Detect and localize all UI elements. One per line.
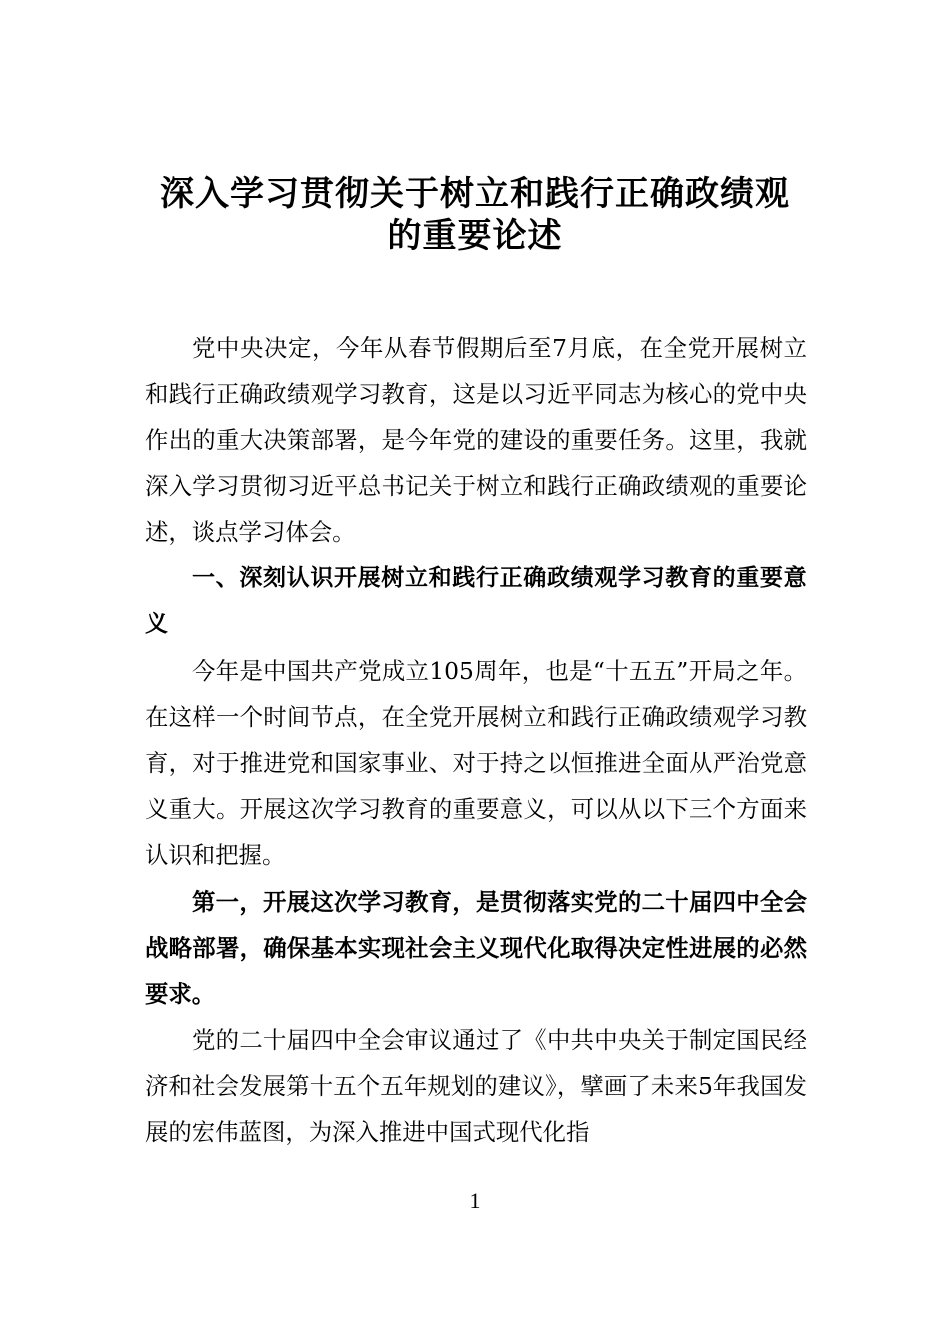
document-title-line-2: 的重要论述: [387, 216, 563, 256]
bold-paragraph: 第一，开展这次学习教育，是贯彻落实党的二十届四中全会战略部署，确保基本实现社会主义现代化取得决定性进展的必然要求。: [145, 888, 807, 1008]
document-title-line-1: 深入学习贯彻关于树立和践行正确政绩观: [160, 174, 790, 214]
intro-paragraph: 党中央决定，今年从春节假期后至7月底，在全党开展树立和践行正确政绩观学习教育，这是以习近平同志为核心的党中央作出的重大决策部署，是今年党的建设的重要任务。这里，我就深入学习贯彻习近平总书记关于树立和践行正确政绩观的重要论述，谈点学习体会。: [145, 334, 807, 546]
body-paragraph: 今年是中国共产党成立105周年，也是“十五五”开局之年。在这样一个时间节点，在全党开展树立和践行正确政绩观学习教育，对于推进党和国家事业、对于持之以恒推进全面从严治党意义重大。开展这次学习教育的重要意义，可以从以下三个方面来认识和把握。: [145, 657, 807, 869]
body-paragraph: 党的二十届四中全会审议通过了《中共中央关于制定国民经济和社会发展第十五个五年规划的建议》，擘画了未来5年我国发展的宏伟蓝图，为深入推进中国式现代化指: [145, 1026, 807, 1146]
page-number: 1: [469, 1188, 481, 1213]
section-heading: 一、深刻认识开展树立和践行正确政绩观学习教育的重要意义: [145, 565, 807, 637]
